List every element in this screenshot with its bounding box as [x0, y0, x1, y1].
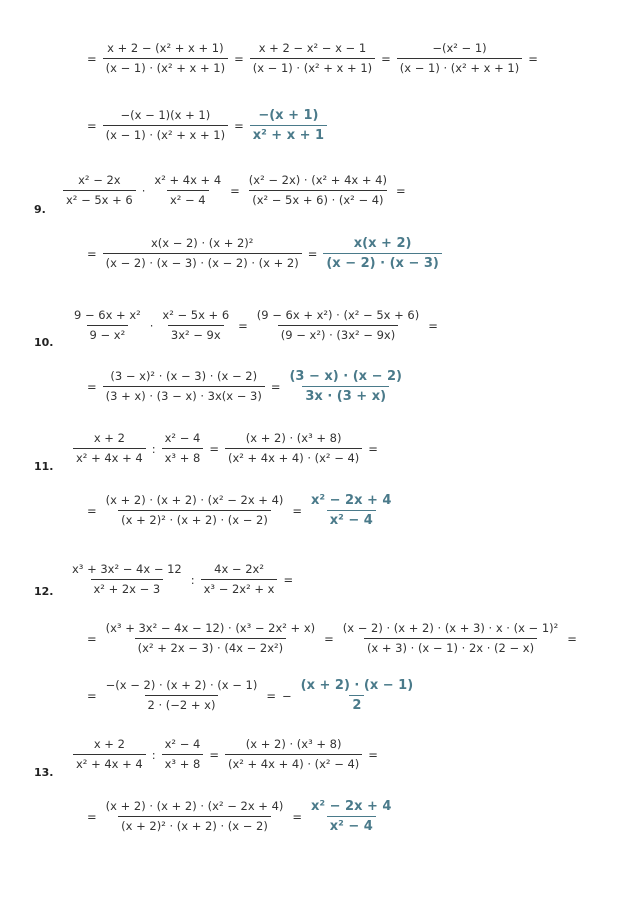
denominator: (9 − x²) · (3x² − 9x) — [278, 325, 398, 344]
denominator: 3x² − 9x — [168, 325, 224, 344]
numerator: (x + 2) · (x³ + 8) — [245, 431, 342, 445]
operator: : — [151, 747, 156, 762]
fraction — [159, 307, 232, 344]
equation-line — [84, 620, 580, 657]
numerator: (x + 2) · (x³ + 8) — [245, 737, 342, 751]
problem-number: 10. — [34, 336, 54, 349]
equation-line — [84, 492, 397, 529]
denominator: 9 − x² — [87, 325, 129, 344]
fraction — [254, 307, 422, 344]
numerator: 4x − 2x² — [214, 562, 264, 576]
fraction — [225, 430, 362, 467]
result-fraction — [323, 235, 442, 272]
fraction — [162, 736, 204, 773]
equation-line — [84, 107, 330, 144]
numerator: x² + 4x + 4 — [154, 173, 222, 187]
equation-line — [84, 235, 445, 272]
fraction — [201, 561, 278, 598]
numerator: x(x + 2) — [353, 236, 412, 251]
result-fraction — [286, 368, 405, 405]
operator: = — [87, 809, 97, 824]
problem-number: 13. — [34, 766, 54, 779]
operator: : — [190, 572, 195, 587]
operator: = — [395, 183, 406, 198]
result-fraction — [308, 492, 394, 529]
operator: = — [368, 441, 378, 456]
operator: : — [151, 441, 156, 456]
numerator: (x + 2) · (x + 2) · (x² − 2x + 4) — [105, 799, 284, 813]
denominator: (x² + 2x − 3) · (4x − 2x²) — [135, 638, 286, 657]
denominator: x³ − 2x² + x — [201, 579, 278, 598]
denominator: x² + x + 1 — [250, 125, 327, 144]
denominator: x² + 4x + 4 — [73, 754, 146, 773]
numerator: x² − 4 — [164, 737, 201, 751]
denominator: (3 + x) · (3 − x) · 3x(x − 3) — [103, 386, 265, 405]
denominator: x² + 2x − 3 — [91, 579, 164, 598]
result-fraction — [250, 107, 327, 144]
numerator: x + 2 — [93, 431, 125, 445]
numerator: x(x − 2) · (x + 2)² — [150, 236, 254, 250]
fraction — [151, 172, 224, 209]
operator: = — [87, 118, 97, 133]
denominator: (x − 1) · (x² + x + 1) — [103, 58, 228, 77]
operator: = — [230, 183, 240, 198]
operator: · — [141, 183, 146, 198]
result-fraction — [298, 677, 417, 714]
operator: = — [209, 441, 219, 456]
result-fraction — [308, 798, 394, 835]
operator: = — [368, 747, 378, 762]
equation-line — [66, 561, 296, 598]
denominator: (x − 2) · (x − 3) — [323, 253, 442, 272]
operator: = — [234, 51, 244, 66]
numerator: −(x − 1)(x + 1) — [120, 108, 211, 122]
denominator: (x + 2)² · (x + 2) · (x − 2) — [118, 816, 271, 835]
denominator: (x − 1) · (x² + x + 1) — [103, 125, 228, 144]
denominator: (x − 1) · (x² + x + 1) — [397, 58, 522, 77]
numerator: −(x² − 1) — [432, 41, 487, 55]
fraction — [103, 620, 319, 657]
fraction — [103, 798, 287, 835]
fraction — [103, 492, 287, 529]
operator: = — [292, 809, 303, 824]
fraction — [397, 40, 522, 77]
numerator: −(x + 1) — [258, 108, 319, 123]
operator: = — [87, 51, 97, 66]
numerator: x + 2 − x² − x − 1 — [258, 41, 367, 55]
fraction — [73, 736, 146, 773]
denominator: (x² − 5x + 6) · (x² − 4) — [249, 190, 386, 209]
problem-number: 9. — [34, 203, 46, 216]
fraction — [162, 430, 204, 467]
denominator: (x + 2)² · (x + 2) · (x − 2) — [118, 510, 271, 529]
fraction — [103, 368, 265, 405]
equation-line — [60, 172, 409, 209]
operator: = — [292, 503, 303, 518]
numerator: x² − 4 — [164, 431, 201, 445]
numerator: (x³ + 3x² − 4x − 12) · (x³ − 2x² + x) — [105, 621, 316, 635]
fraction — [103, 107, 228, 144]
denominator: (x − 2) · (x − 3) · (x − 2) · (x + 2) — [103, 253, 302, 272]
problem-number: 11. — [34, 460, 54, 473]
fraction — [246, 172, 390, 209]
denominator: 3x · (3 + x) — [302, 386, 389, 405]
operator: · — [149, 318, 154, 333]
denominator: (x − 1) · (x² + x + 1) — [250, 58, 375, 77]
problem-number: 12. — [34, 585, 54, 598]
operator: = — [266, 688, 276, 703]
operator: = — [209, 747, 219, 762]
fraction — [63, 172, 136, 209]
fraction — [103, 235, 302, 272]
operator: = — [283, 572, 294, 587]
equation-line — [68, 307, 441, 344]
equation-line — [84, 40, 541, 77]
operator: = — [87, 631, 97, 646]
equation-line — [84, 368, 408, 405]
operator: = — [234, 118, 244, 133]
numerator: (x + 2) · (x + 2) · (x² − 2x + 4) — [105, 493, 284, 507]
numerator: x² − 5x + 6 — [162, 308, 230, 322]
fraction — [225, 736, 362, 773]
operator: = — [428, 318, 438, 333]
fraction — [340, 620, 561, 657]
numerator: x³ + 3x² − 4x − 12 — [72, 562, 182, 576]
equation-line — [84, 677, 419, 714]
fraction — [69, 561, 185, 598]
denominator: x² − 4 — [167, 190, 209, 209]
fraction — [103, 677, 261, 714]
operator: = — [381, 51, 391, 66]
numerator: x² − 2x + 4 — [311, 493, 392, 508]
operator: − — [281, 688, 292, 703]
denominator: (x² + 4x + 4) · (x² − 4) — [225, 448, 362, 467]
fraction — [73, 430, 146, 467]
numerator: (3 − x) · (x − 2) — [289, 369, 402, 384]
fraction — [250, 40, 375, 77]
operator: = — [270, 379, 281, 394]
denominator: (x + 3) · (x − 1) · 2x · (2 − x) — [364, 638, 537, 657]
denominator: x² − 5x + 6 — [63, 190, 136, 209]
denominator: 2 · (−2 + x) — [145, 695, 219, 714]
denominator: x² − 4 — [327, 510, 376, 529]
equation-line — [84, 798, 397, 835]
numerator: x + 2 — [93, 737, 125, 751]
numerator: (x + 2) · (x − 1) — [300, 678, 414, 693]
denominator: x² − 4 — [327, 816, 376, 835]
operator: = — [87, 246, 97, 261]
numerator: x + 2 − (x² + x + 1) — [107, 41, 224, 55]
numerator: 9 − 6x + x² — [74, 308, 141, 322]
operator: = — [87, 688, 97, 703]
denominator: 2 — [349, 695, 364, 714]
numerator: x² − 2x — [78, 173, 121, 187]
numerator: −(x − 2) · (x + 2) · (x − 1) — [105, 678, 258, 692]
equation-line — [70, 430, 381, 467]
operator: = — [324, 631, 334, 646]
denominator: x² + 4x + 4 — [73, 448, 146, 467]
numerator: (x² − 2x) · (x² + 4x + 4) — [248, 173, 387, 187]
fraction — [103, 40, 228, 77]
operator: = — [87, 503, 97, 518]
operator: = — [238, 318, 248, 333]
numerator: x² − 2x + 4 — [311, 799, 392, 814]
denominator: x³ + 8 — [162, 754, 204, 773]
denominator: x³ + 8 — [162, 448, 204, 467]
operator: = — [87, 379, 97, 394]
numerator: (3 − x)² · (x − 3) · (x − 2) — [110, 369, 258, 383]
numerator: (x − 2) · (x + 2) · (x + 3) · x · (x − 1)² — [342, 621, 559, 635]
equation-line — [70, 736, 381, 773]
denominator: (x² + 4x + 4) · (x² − 4) — [225, 754, 362, 773]
operator: = — [567, 631, 577, 646]
numerator: (9 − 6x + x²) · (x² − 5x + 6) — [256, 308, 420, 322]
operator: = — [528, 51, 538, 66]
operator: = — [307, 246, 318, 261]
fraction — [71, 307, 144, 344]
